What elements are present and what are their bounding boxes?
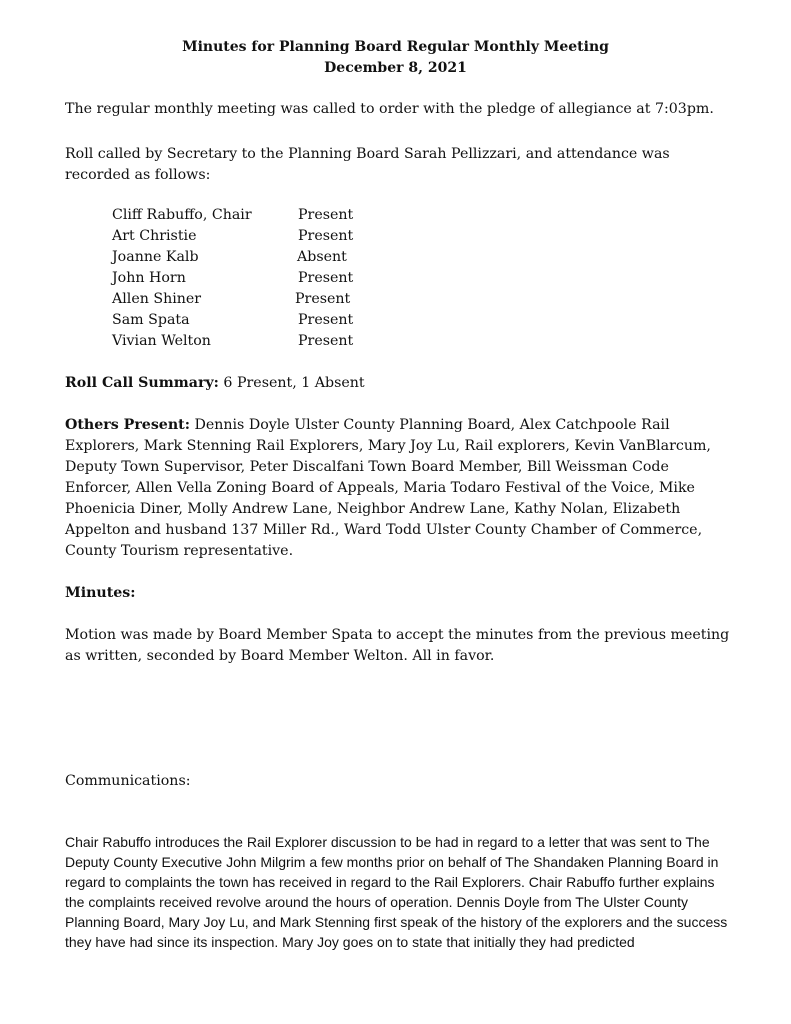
roll-summary-text: 6 Present, 1 Absent: [218, 375, 365, 391]
others-present-label: Others Present:: [65, 417, 190, 433]
roll-summary-label: Roll Call Summary:: [65, 375, 219, 391]
roll-status: Present: [298, 228, 354, 244]
intro-paragraph: The regular monthly meeting was called to order with the pledge of allegiance at 7:03pm.: [65, 101, 714, 117]
roll-status: Present: [298, 207, 354, 223]
roll-row: [112, 205, 412, 226]
roll-row: [112, 226, 412, 247]
roll-row: [112, 247, 412, 268]
roll-call-summary: [65, 373, 730, 394]
roll-intro-paragraph: Roll called by Secretary to the Planning Board Sarah Pellizzari, and attendance was recorded as follows:: [65, 146, 670, 183]
roll-row: [112, 268, 412, 289]
others-present-text: Dennis Doyle Ulster County Planning Board, Alex Catchpoole Rail Explorers, Mark Stenning Rail Explorers, Mary Joy Lu, Rail explorers, Kevin VanBlarcum, Deputy Town Supervisor, Peter Discalfani Town Board Member, Bill Weissman Code Enforcer, Allen Vella Zoning Board of Appeals, Maria Todaro Festival of the Voice, Mike Phoenicia Diner, Molly Andrew Lane, Neighbor Andrew Lane, Kathy Nolan, Elizabeth Appelton and husband 137 Miller Rd., Ward Todd Ulster County Chamber of Commerce, County Tourism representative.: [65, 417, 711, 559]
roll-name: Art Christie: [112, 228, 197, 244]
minutes-paragraph: Motion was made by Board Member Spata to accept the minutes from the previous meeting as written, seconded by Board Member Welton. All in favor.: [65, 627, 730, 664]
roll-row: [112, 331, 412, 352]
roll-status: Present: [298, 312, 354, 328]
roll-name: Vivian Welton: [112, 333, 211, 349]
roll-name: Cliff Rabuffo, Chair: [112, 207, 252, 223]
roll-status: Absent: [297, 249, 347, 265]
title-line-1: Minutes for Planning Board Regular Monthly Meeting: [182, 39, 609, 55]
others-present-paragraph: [65, 415, 730, 562]
communications-heading: Communications:: [65, 773, 191, 789]
roll-status: Present: [298, 333, 354, 349]
roll-name: John Horn: [112, 270, 186, 286]
communications-paragraph: Chair Rabuffo introduces the Rail Explorer discussion to be had in regard to a letter that was sent to The Deputy County Executive John Milgrim a few months prior on behalf of The Shandaken Planning Board in regard to complaints the town has received in regard to the Rail Explorers. Chair Rabuffo further explains the complaints received revolve around the hours of operation. Dennis Doyle from The Ulster County Planning Board, Mary Joy Lu, and Mark Stenning first speak of the history of the explorers and the success they have had since its inspection. Mary Joy goes on to state that initially they had predicted: [65, 834, 728, 950]
roll-name: Joanne Kalb: [112, 249, 199, 265]
minutes-heading: Minutes:: [65, 585, 136, 601]
roll-row: [112, 289, 412, 310]
roll-list: [112, 205, 412, 352]
roll-name: Allen Shiner: [112, 291, 202, 307]
roll-status: Present: [298, 270, 354, 286]
roll-name: Sam Spata: [112, 312, 190, 328]
roll-row: [112, 310, 412, 331]
title-line-2: December 8, 2021: [324, 60, 467, 76]
roll-status: Present: [295, 291, 351, 307]
